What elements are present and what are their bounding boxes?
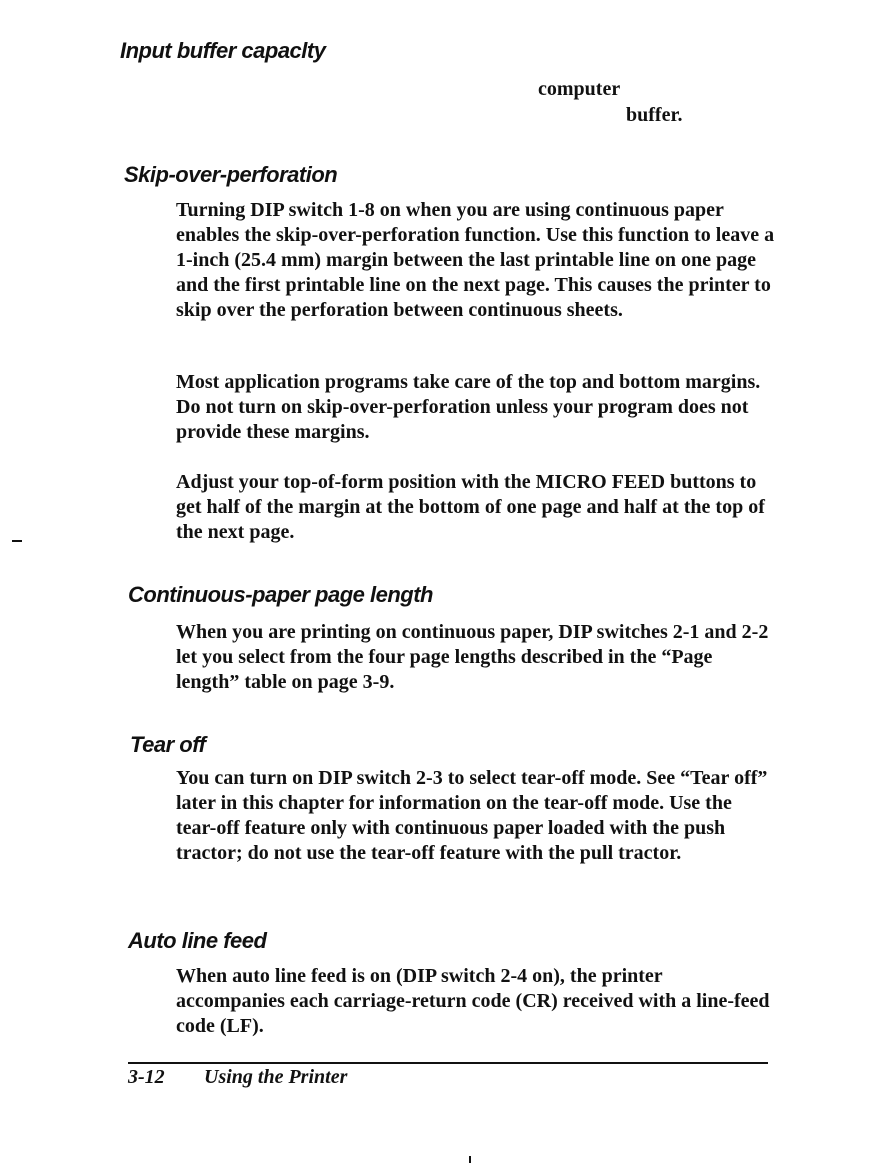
bottom-tick-mark (469, 1156, 471, 1163)
paragraph-skip-3: Adjust your top-of-form position with the MICRO FEED buttons to get half of the margin at the bottom of one page and half at the top of the next page. (176, 471, 765, 543)
heading-input-buffer: Input buffer capaclty (120, 38, 326, 63)
paragraph-page-length: When you are printing on continuous paper, DIP switches 2-1 and 2-2 let you select from the four page lengths described in the “Page length” table on page 3-9. (176, 621, 769, 693)
fragment-buffer: buffer. (626, 104, 683, 126)
footer-rule (128, 1062, 768, 1064)
paragraph-auto-line-feed: When auto line feed is on (DIP switch 2-4 on), the printer accompanies each carriage-return code (CR) received with a line-feed code (LF). (176, 965, 770, 1037)
page-footer (128, 1066, 347, 1089)
margin-dash-mark (12, 540, 22, 542)
footer-page-number: 3-12 (128, 1066, 165, 1088)
fragment-computer: computer (538, 78, 621, 100)
paragraph-skip-1: Turning DIP switch 1-8 on when you are using continuous paper enables the skip-over-perforation function. Use this function to leave a 1-inch (25.4 mm) margin between the last printable line on one page and the first printable line on the next page. This causes the printer to skip over the perforation between continuous sheets. (176, 199, 775, 321)
heading-skip-over-perforation: Skip-over-perforation (124, 162, 338, 187)
footer-title: Using the Printer (204, 1066, 348, 1088)
heading-tear-off: Tear off (130, 732, 206, 757)
heading-auto-line-feed: Auto line feed (128, 928, 267, 953)
paragraph-tear-off: You can turn on DIP switch 2-3 to select tear-off mode. See “Tear off” later in this chapter for information on the tear-off mode. Use the tear-off feature only with continuous paper loaded with the push tractor; do not use the tear-off feature with the pull tractor. (176, 767, 768, 864)
heading-continuous-paper-page-length: Continuous-paper page length (128, 582, 433, 607)
paragraph-skip-2: Most application programs take care of the top and bottom margins. Do not turn on skip-over-perforation unless your program does not provide these margins. (176, 371, 761, 443)
